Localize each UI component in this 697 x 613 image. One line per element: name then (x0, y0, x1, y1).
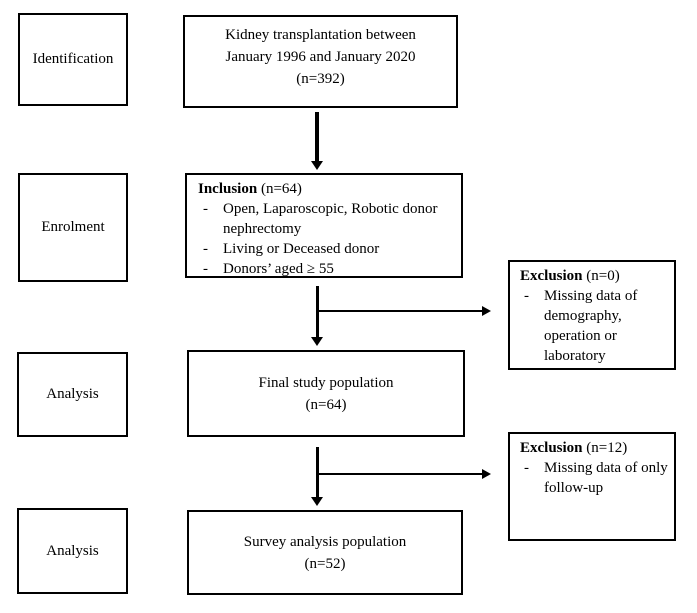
inclusion-item-2-text: Living or Deceased donor (223, 241, 380, 257)
exclusion-1-title-bold: Exclusion (520, 268, 583, 284)
bullet-dash: - (203, 201, 208, 217)
stage-box-analysis-1 (17, 352, 128, 437)
branch-to-exclusion-2-line (319, 473, 482, 475)
inclusion-title-bold: Inclusion (198, 181, 258, 197)
inclusion-item-1 (187, 199, 461, 239)
final-population-line-1: Final study population (258, 374, 394, 391)
exclusion-2-title-count: (n=12) (582, 440, 628, 456)
exclusion-2-item (510, 458, 674, 498)
exclusion-box-2 (508, 432, 676, 541)
arrow-final-to-survey-line (316, 447, 319, 497)
exclusion-1-item-text: Missing data of demography, operation or laboratory (544, 288, 638, 364)
source-population-line-3: (n=392) (296, 71, 345, 87)
inclusion-title (187, 179, 461, 199)
source-population-line-1: Kidney transplantation between (225, 27, 416, 43)
bullet-dash: - (524, 460, 529, 476)
exclusion-1-item (510, 286, 674, 366)
final-population-box (187, 350, 465, 437)
exclusion-2-title (510, 438, 674, 458)
final-population-line-2: (n=64) (305, 396, 347, 413)
inclusion-item-1-text: Open, Laparoscopic, Robotic donor nephrectomy (223, 201, 438, 237)
stage-label-analysis-2: Analysis (46, 542, 99, 559)
arrow-inclusion-to-final-head (311, 337, 323, 346)
survey-population-line-1: Survey analysis population (243, 533, 407, 550)
inclusion-item-3 (187, 259, 461, 279)
inclusion-criteria-box (185, 173, 463, 278)
inclusion-title-count: (n=64) (257, 181, 302, 197)
exclusion-2-title-bold: Exclusion (520, 440, 583, 456)
source-population-box (183, 15, 458, 108)
source-population-line-2: January 1996 and January 2020 (225, 49, 416, 65)
arrow-final-to-survey-head (311, 497, 323, 506)
branch-to-exclusion-2-head (482, 469, 491, 479)
stage-label-analysis-1: Analysis (46, 386, 99, 402)
exclusion-2-item-text: Missing data of only follow-up (544, 460, 668, 496)
branch-to-exclusion-1-line (319, 310, 482, 312)
bullet-dash: - (203, 241, 208, 257)
stage-box-enrolment (18, 173, 128, 282)
exclusion-1-title (510, 266, 674, 286)
bullet-dash: - (524, 288, 529, 304)
exclusion-1-title-count: (n=0) (582, 268, 620, 284)
survey-population-box (187, 510, 463, 595)
branch-to-exclusion-1-head (482, 306, 491, 316)
stage-label-identification: Identification (32, 51, 114, 67)
stage-box-analysis-2 (17, 508, 128, 594)
survey-population-line-2: (n=52) (304, 555, 346, 572)
stage-box-identification (18, 13, 128, 106)
arrow-source-to-inclusion-head (311, 161, 323, 170)
exclusion-box-1 (508, 260, 676, 370)
inclusion-item-3-text: Donors’ aged ≥ 55 (223, 261, 334, 277)
bullet-dash: - (203, 261, 208, 277)
inclusion-item-2 (187, 239, 461, 259)
arrow-source-to-inclusion-line (315, 112, 319, 161)
stage-label-enrolment: Enrolment (41, 219, 105, 235)
